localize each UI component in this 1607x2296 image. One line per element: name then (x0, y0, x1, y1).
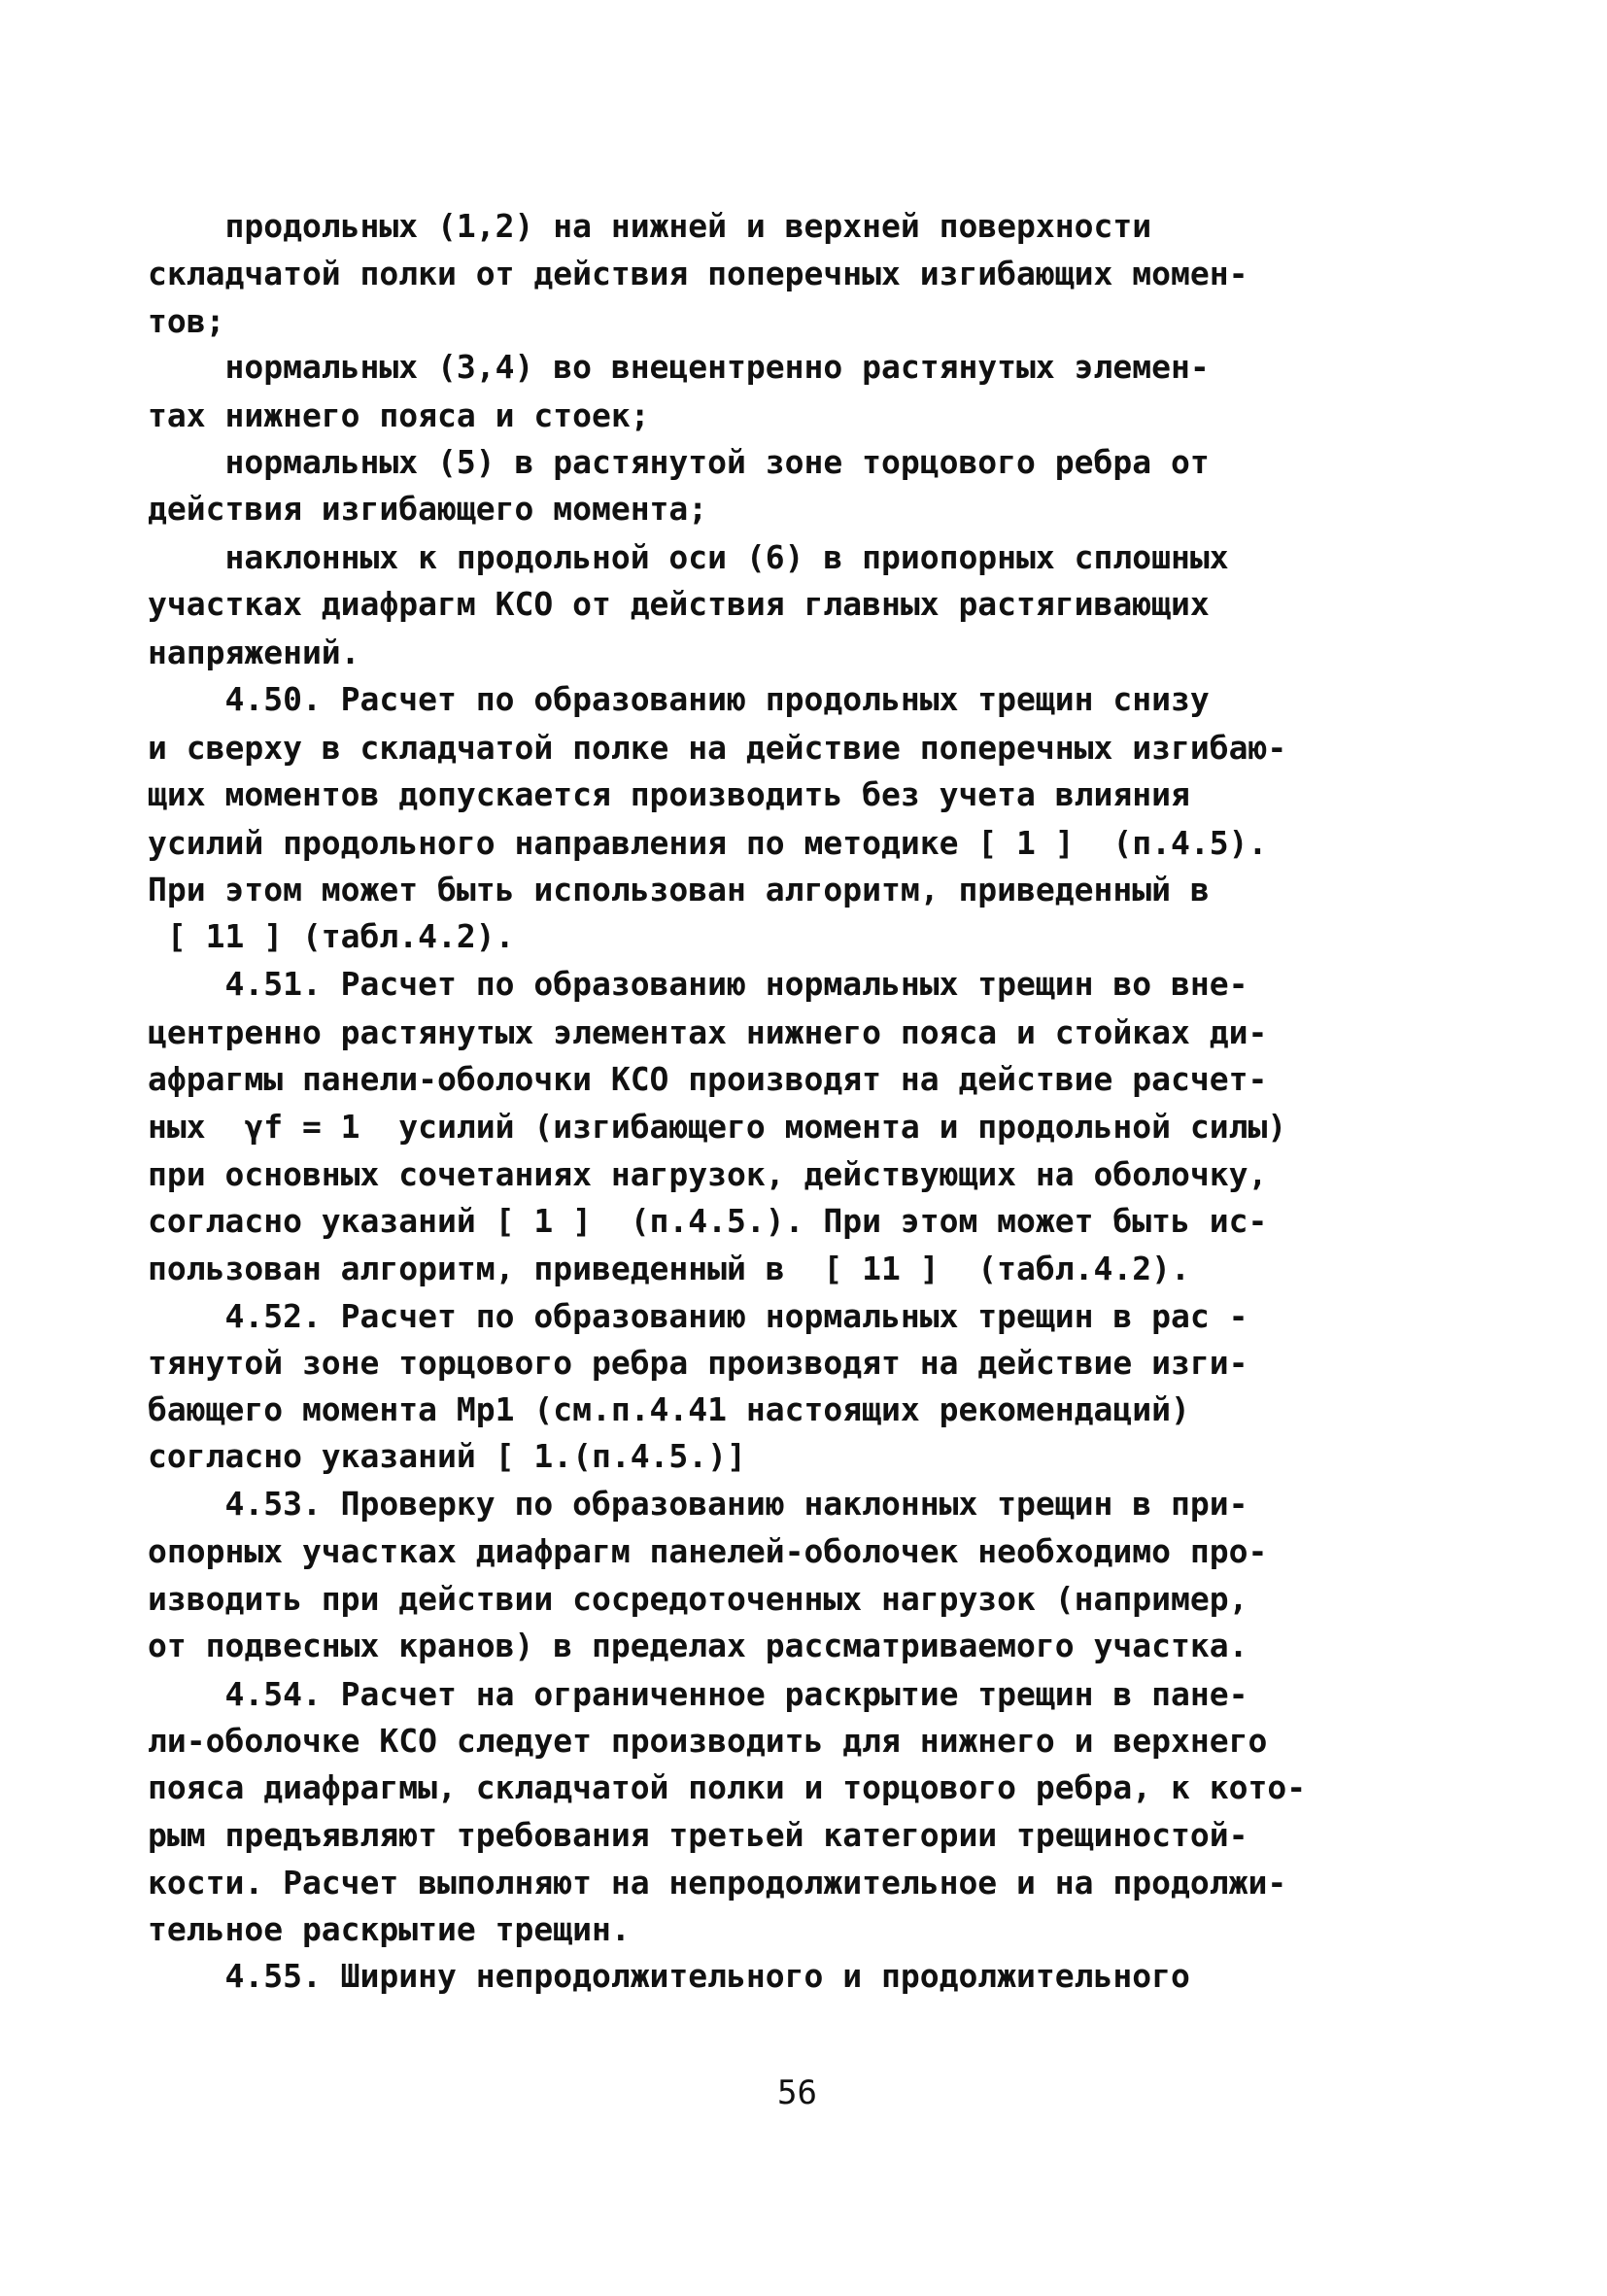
text-line: напряжений. (148, 634, 360, 671)
text-line: нормальных (3,4) во внецентренно растянутых элемен- (148, 348, 1210, 386)
text-line: изводить при действии сосредоточенных нагрузок (например, (148, 1580, 1248, 1618)
text-line: пояса диафрагмы, складчатой полки и торцового ребра, к кото- (148, 1768, 1307, 1806)
text-line: опорных участках диафрагм панелей-оболочек необходимо про- (148, 1532, 1268, 1570)
page-number: 56 (777, 2073, 817, 2112)
text-line: согласно указаний [ 1 ] (п.4.5.). При этом может быть ис- (148, 1202, 1268, 1240)
text-line: согласно указаний [ 1.(п.4.5.)] (148, 1437, 746, 1475)
text-line: кости. Расчет выполняют на непродолжительное и на продолжи- (148, 1864, 1287, 1902)
text-line: тах нижнего пояса и стоек; (148, 396, 650, 434)
text-line: ных γf = 1 усилий (изгибающего момента и продольной силы) (148, 1108, 1287, 1146)
text-line: ли-оболочке КСО следует производить для нижнего и верхнего (148, 1722, 1268, 1760)
text-line: щих моментов допускается производить без учета влияния (148, 775, 1190, 813)
text-line: тянутой зоне торцового ребра производят на действие изги- (148, 1344, 1248, 1382)
text-line: 4.52. Расчет по образованию нормальных трещин в рас - (148, 1297, 1248, 1335)
text-line: продольных (1,2) на нижней и верхней поверхности (148, 207, 1152, 245)
text-line: нормальных (5) в растянутой зоне торцового ребра от (148, 443, 1210, 481)
text-line: от подвесных кранов) в пределах рассматриваемого участка. (148, 1627, 1248, 1664)
text-line: 4.50. Расчет по образованию продольных трещин снизу (148, 680, 1210, 718)
text-line: [ 11 ] (табл.4.2). (148, 917, 515, 955)
text-line: 4.55. Ширину непродолжительного и продолжительного (148, 1957, 1190, 1995)
text-line: действия изгибающего момента; (148, 490, 708, 528)
text-line: тельное раскрытие трещин. (148, 1910, 631, 1948)
text-line: наклонных к продольной оси (6) в приопорных сплошных (148, 538, 1229, 576)
text-line: тов; (148, 302, 225, 340)
text-line: усилий продольного направления по методике [ 1 ] (п.4.5). (148, 824, 1268, 862)
text-line: При этом может быть использован алгоритм, приведенный в (148, 871, 1210, 908)
text-line: центренно растянутых элементах нижнего пояса и стойках ди- (148, 1013, 1268, 1051)
text-line: и сверху в складчатой полке на действие поперечных изгибаю- (148, 729, 1287, 767)
text-line: 4.53. Проверку по образованию наклонных трещин в при- (148, 1485, 1248, 1523)
text-line: рым предъявляют требования третьей категории трещиностой- (148, 1816, 1248, 1854)
text-line: складчатой полки от действия поперечных изгибающих момен- (148, 255, 1248, 292)
text-line: бающего момента Mp1 (см.п.4.41 настоящих рекомендаций) (148, 1390, 1190, 1428)
text-line: участках диафрагм КСО от действия главных растягивающих (148, 585, 1210, 623)
text-line: пользован алгоритм, приведенный в [ 11 ] (табл.4.2). (148, 1250, 1190, 1287)
text-line: афрагмы панели-оболочки КСО производят на действие расчет- (148, 1060, 1268, 1098)
text-line: 4.54. Расчет на ограниченное раскрытие трещин в пане- (148, 1675, 1248, 1713)
text-line: при основных сочетаниях нагрузок, действующих на оболочку, (148, 1155, 1268, 1193)
text-line: 4.51. Расчет по образованию нормальных трещин во вне- (148, 965, 1248, 1003)
